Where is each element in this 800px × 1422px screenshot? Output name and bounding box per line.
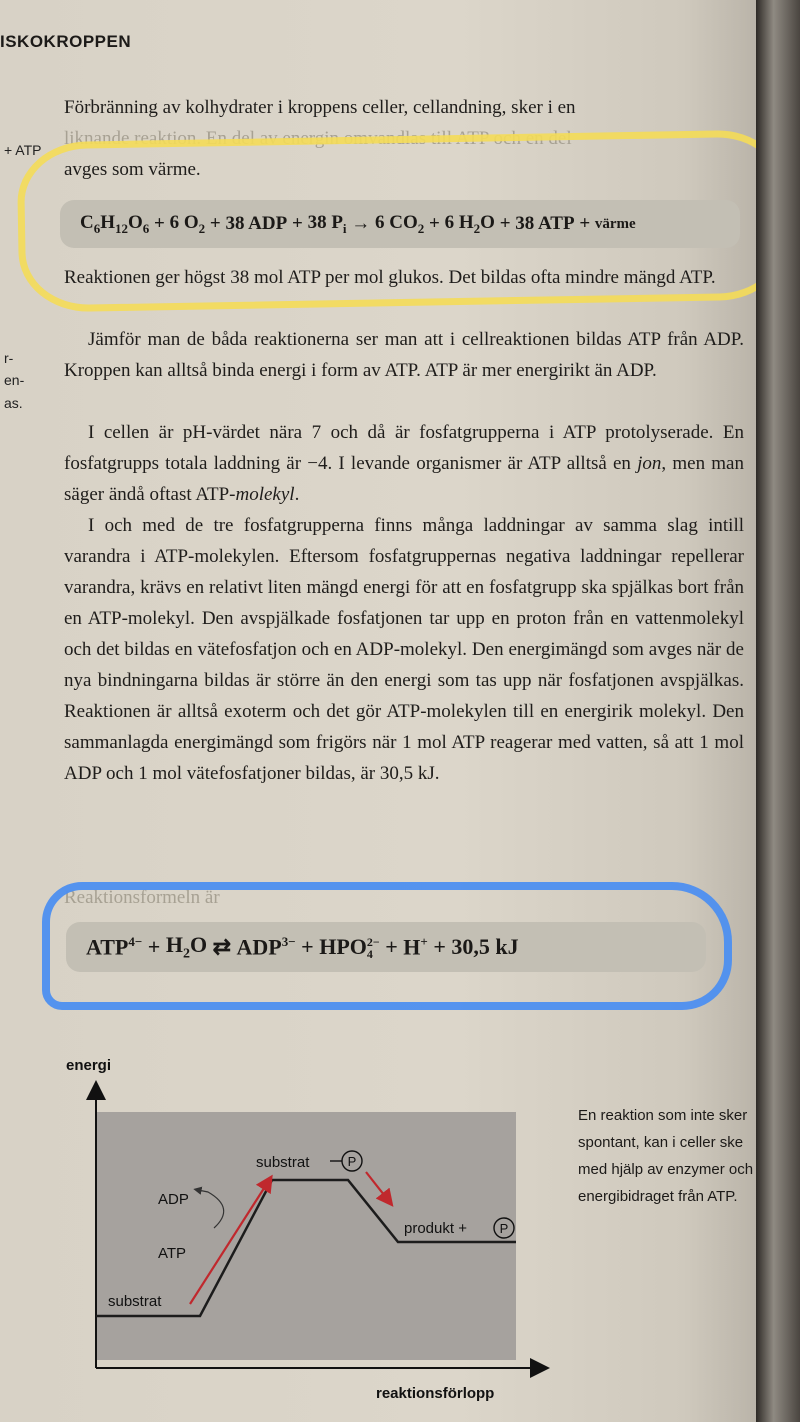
formula-adp: $ADP^{3-}$ [236, 933, 296, 960]
paragraph-text: Förbränning av kolhydrater i kroppens celler, cellandning, sker i en [64, 97, 576, 118]
paragraph-text: I cellen är pH-värdet nära 7 och då är fosfatgrupperna i ATP protolyserade. En fosfatgrupps totala laddning är −4. I levande organismer är ATP alltså en [64, 422, 744, 474]
margin-note: en- [4, 372, 25, 388]
book-edge [756, 0, 800, 1422]
paragraph-text: Reaktionsformeln är [64, 887, 220, 908]
atp-hydrolysis-formula: $ATP^{4-}$ + $H_2O$ ⇄ $ADP^{3-}$ + HPO 2− 4 + H+ + 30,5 kJ [66, 922, 706, 972]
paragraph-text: I och med de tre fosfatgrupperna finns många laddningar av samma slag intill varandra i ATP-molekylen. Eftersom fosfatgruppernas negativa laddningar repellerar varandra, krävs en relativt liten mängd energi för att en fosfatgrupp ska spjälkas bort från en ATP-molekyl. Den avspjälkade fosfatjonen tar upp en proton från en vattenmolekyl och det bildas en vätefosfatjon och en ADP-molekyl. Den energimängd som avges när de nya bindningarna bildas är större än den energi som tas upp när fosfatjonen avspjälkas. Reaktionen är alltså exoterm och det gör ATP-molekylen till en energirik molekyl. Den sammanlagda energimängd som frigörs när 1 mol ATP reagerar med vatten, så att 1 mol ADP och 1 mol vätefosfatjoner bildas, är 30,5 kJ. [64, 515, 744, 784]
cellular-respiration-formula: $C_6H_{12}O_6$ + 6 $O_2$ + 38 ADP + 38 $P_i$ → 6 $CO_2$ + 6 $H_2O$ + 38 ATP + värme [60, 200, 740, 248]
paragraph-phosphate [64, 510, 744, 789]
phosphate-symbol: P [347, 1154, 357, 1169]
formula-oxygen: 6 $O_2$ [169, 211, 206, 236]
formula-atp: 38 ATP [515, 213, 575, 234]
margin-note: + ATP [4, 142, 42, 158]
formula-atp: $ATP^{4-}$ [86, 933, 143, 960]
chapter-header: ISKOKROPPEN [0, 32, 132, 51]
formula-water: 6 $H_2O$ [444, 211, 495, 236]
formula-energy: 30,5 kJ [451, 934, 519, 959]
blue-highlight-stroke [42, 882, 732, 1010]
paragraph-text: Jämför man de båda reaktionerna ser man att i cellreaktionen bildas ATP från ADP. Kroppen kan alltså binda energi i form av ATP. ATP är mer energirikt än ADP. [64, 329, 744, 381]
label-adp: ADP [158, 1191, 189, 1208]
formula-phosphate: 38 $P_i$ [307, 211, 347, 236]
yellow-highlight-stroke [17, 129, 760, 312]
formula-proton: H+ [403, 933, 428, 960]
label-produkt: produkt + [404, 1220, 467, 1237]
formula-water: $H_2O$ [165, 931, 208, 962]
paragraph-text: Reaktionen ger högst 38 mol ATP per mol glukos. Det bildas ofta mindre mängd ATP. [64, 267, 716, 288]
formula-adp: 38 ADP [225, 213, 288, 234]
italic-jon: jon [637, 453, 662, 474]
paragraph-text: liknande reaktion. En del av energin omvandlas till ATP och en del [64, 128, 572, 149]
paragraph-text: , men man säger ändå oftast ATP- [64, 453, 744, 505]
formula-glucose: $C_6H_{12}O_6$ [80, 211, 150, 236]
phosphate-symbol: P [499, 1221, 509, 1236]
margin-note: r- [4, 350, 14, 366]
paragraph-text: . [294, 484, 300, 505]
formula-hydrogen-phosphate: HPO 2− 4 [319, 933, 380, 962]
paragraph-compare [64, 324, 744, 386]
formula-co2: 6 $CO_2$ [375, 211, 425, 236]
y-axis-label: energi [66, 1057, 112, 1074]
italic-molekyl: molekyl [235, 484, 295, 505]
label-substrat-low: substrat [108, 1293, 162, 1310]
x-axis-label: reaktionsförlopp [376, 1385, 495, 1402]
formula-heat: värme [594, 215, 636, 232]
label-atp: ATP [158, 1245, 187, 1262]
label-substrat-high: substrat [256, 1154, 310, 1171]
paragraph-ph [64, 417, 744, 510]
margin-note: as. [4, 395, 23, 411]
energy-diagram [0, 1050, 560, 1410]
figure-caption: En reaktion som inte sker spontant, kan i celler ske med hjälp av enzymer och energibidraget från ATP. [578, 1107, 754, 1205]
paragraph-text: avges som värme. [64, 159, 201, 180]
